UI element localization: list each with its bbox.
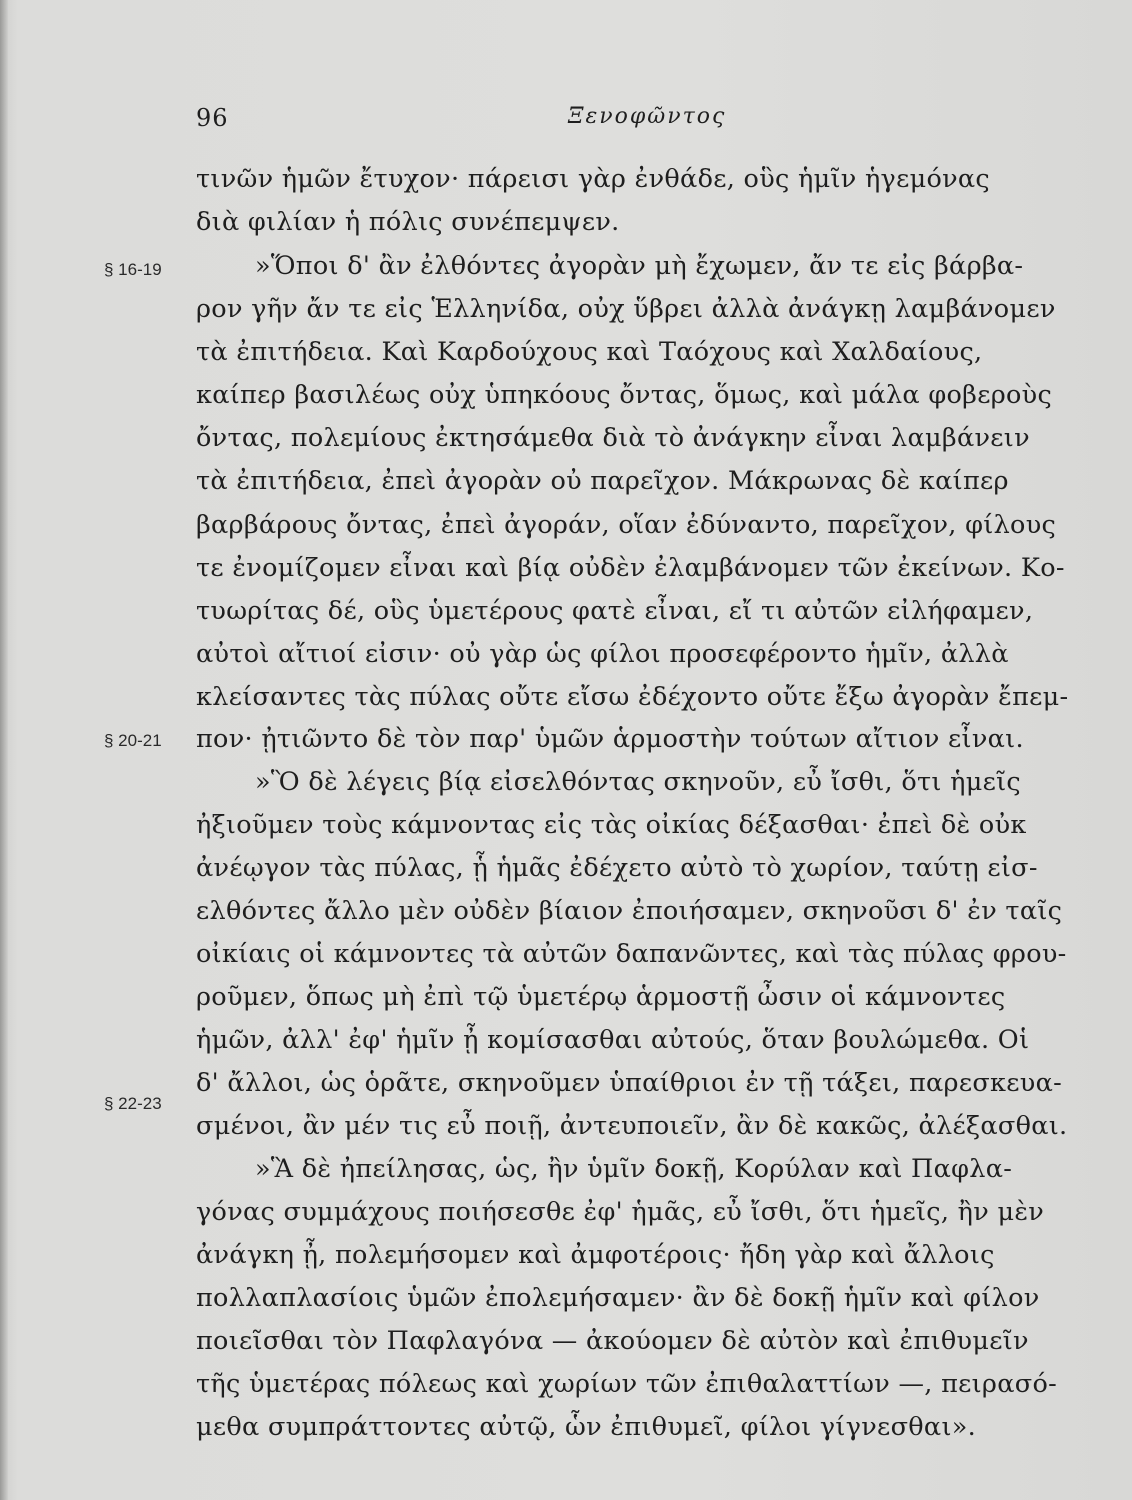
text-line: κλείσαντες τὰς πύλας οὔτε εἴσω ἐδέχοντο οὔτε ἔξω ἀγορὰν ἔπεμ- bbox=[196, 682, 1069, 712]
text-line: ροῦμεν, ὅπως μὴ ἐπὶ τῷ ὑμετέρῳ ἁρμοστῇ ὦσιν οἱ κάμνοντες bbox=[196, 982, 1006, 1012]
page-edge-shadow bbox=[0, 0, 8, 1500]
text-line: ἀνάγκη ᾖ, πολεμήσομεν καὶ ἀμφοτέροις· ἤδη γὰρ καὶ ἄλλοις bbox=[196, 1240, 995, 1270]
text-line: »Ἃ δὲ ἠπείλησας, ὡς, ἢν ὑμῖν δοκῇ, Κορύλαν καὶ Παφλα- bbox=[255, 1154, 1013, 1184]
running-title: Ξενοφῶντος bbox=[568, 104, 727, 129]
text-line: πολλαπλασίοις ὑμῶν ἐπολεμήσαμεν· ἂν δὲ δοκῇ ἡμῖν καὶ φίλον bbox=[196, 1283, 1040, 1313]
text-line: ὄντας, πολεμίους ἐκτησάμεθα διὰ τὸ ἀνάγκην εἶναι λαμβάνειν bbox=[196, 423, 1030, 453]
margin-ref-22-23: § 22-23 bbox=[104, 1094, 162, 1113]
text-line: αὐτοὶ αἴτιοί εἰσιν· οὐ γὰρ ὡς φίλοι προσεφέροντο ἡμῖν, ἀλλὰ bbox=[196, 639, 1009, 669]
text-line: ρον γῆν ἄν τε εἰς Ἑλληνίδα, οὐχ ὕβρει ἀλλὰ ἀνάγκῃ λαμβάνομεν bbox=[196, 294, 1056, 324]
text-line: τινῶν ἡμῶν ἔτυχον· πάρεισι γὰρ ἐνθάδε, οὓς ἡμῖν ἡγεμόνας bbox=[196, 164, 991, 194]
text-line: μεθα συμπράττοντες αὐτῷ, ὧν ἐπιθυμεῖ, φίλοι γίγνεσθαι». bbox=[196, 1412, 977, 1442]
text-line: διὰ φιλίαν ἡ πόλις συνέπεμψεν. bbox=[196, 207, 620, 237]
text-line: οἰκίαις οἱ κάμνοντες τὰ αὐτῶν δαπανῶντες, καὶ τὰς πύλας φρου- bbox=[196, 939, 1067, 969]
text-line: καίπερ βασιλέως οὐχ ὑπηκόους ὄντας, ὅμως, καὶ μάλα φοβεροὺς bbox=[196, 380, 1053, 410]
text-line: ελθόντες ἄλλο μὲν οὐδὲν βίαιον ἐποιήσαμεν, σκηνοῦσι δ' ἐν ταῖς bbox=[196, 896, 1063, 926]
text-line: ἀνέῳγον τὰς πύλας, ᾗ ἡμᾶς ἐδέχετο αὐτὸ τὸ χωρίον, ταύτῃ εἰσ- bbox=[196, 853, 1038, 883]
text-line: γόνας συμμάχους ποιήσεσθε ἐφ' ἡμᾶς, εὖ ἴσθι, ὅτι ἡμεῖς, ἢν μὲν bbox=[196, 1197, 1045, 1227]
text-line: ἠξιοῦμεν τοὺς κάμνοντας εἰς τὰς οἰκίας δέξασθαι· ἐπεὶ δὲ οὐκ bbox=[196, 810, 1027, 840]
page-header bbox=[0, 104, 1132, 144]
text-line: τυωρίτας δέ, οὓς ὑμετέρους φατὲ εἶναι, εἴ τι αὐτῶν εἰλήφαμεν, bbox=[196, 596, 1034, 626]
text-line: τὰ ἐπιτήδεια, ἐπεὶ ἀγορὰν οὐ παρεῖχον. Μάκρωνας δὲ καίπερ bbox=[196, 466, 1009, 496]
text-line: τῆς ὑμετέρας πόλεως καὶ χωρίων τῶν ἐπιθαλαττίων —, πειρασό- bbox=[196, 1369, 1058, 1399]
text-line: σμένοι, ἂν μέν τις εὖ ποιῇ, ἀντευποιεῖν, ἂν δὲ κακῶς, ἀλέξασθαι. bbox=[196, 1111, 1068, 1141]
text-line: »Ὃ δὲ λέγεις βίᾳ εἰσελθόντας σκηνοῦν, εὖ ἴσθι, ὅτι ἡμεῖς bbox=[255, 767, 1021, 797]
text-line: ποιεῖσθαι τὸν Παφλαγόνα — ἀκούομεν δὲ αὐτὸν καὶ ἐπιθυμεῖν bbox=[196, 1326, 1029, 1356]
text-line: τὰ ἐπιτήδεια. Καὶ Καρδούχους καὶ Ταόχους καὶ Χαλδαίους, bbox=[196, 337, 983, 367]
text-line: πον· ᾐτιῶντο δὲ τὸν παρ' ὑμῶν ἁρμοστὴν τούτων αἴτιον εἶναι. bbox=[196, 724, 1024, 754]
text-line: ἡμῶν, ἀλλ' ἐφ' ἡμῖν ᾖ κομίσασθαι αὐτούς, ὅταν βουλώμεθα. Οἱ bbox=[196, 1025, 1030, 1055]
page-number: 96 bbox=[196, 104, 229, 132]
text-line: τε ἐνομίζομεν εἶναι καὶ βίᾳ οὐδὲν ἐλαμβάνομεν τῶν ἐκείνων. Κο- bbox=[196, 553, 1065, 583]
text-line: δ' ἄλλοι, ὡς ὁρᾶτε, σκηνοῦμεν ὑπαίθριοι ἐν τῇ τάξει, παρεσκευα- bbox=[196, 1068, 1063, 1098]
text-line: βαρβάρους ὄντας, ἐπεὶ ἀγοράν, οἵαν ἐδύναντο, παρεῖχον, φίλους bbox=[196, 510, 1057, 540]
text-line: »Ὅποι δ' ἂν ἐλθόντες ἀγορὰν μὴ ἔχωμεν, ἄν τε εἰς βάρβα- bbox=[255, 251, 1024, 281]
margin-ref-20-21: § 20-21 bbox=[104, 731, 162, 750]
margin-ref-16-19: § 16-19 bbox=[104, 260, 162, 279]
